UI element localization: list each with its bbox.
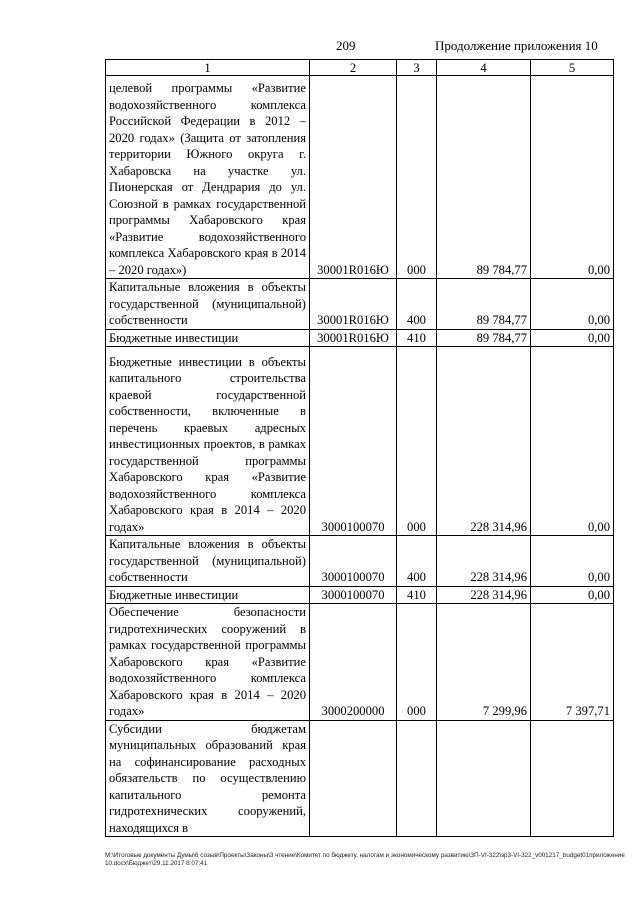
expense-type-code: 400 [397,279,437,330]
expense-type-code: 000 [397,347,437,536]
document-file-path: M:\Итоговые документы Думы\6 созыв\Проекты\Законы\3 чтение\Комитет по бюджету, налогам и экономическому развитию\ЗП-VI-322\зр3-VI-322_v001217_budget01приложение 10.docx\Бюджет\29.11.2017 8:07:41 [105,852,625,867]
table-row [106,604,614,721]
amount-year-2: 0,00 [531,76,614,279]
amount-year-2: 0,00 [531,586,614,604]
expense-type-code: 410 [397,329,437,347]
amount-year-2: 0,00 [531,536,614,587]
item-name: Субсидии бюджетам муниципальных образований края на софинансирование расходных обязательств по осуществлению капитального ремонта гидротехнических сооружений, находящихся в [106,720,310,837]
column-header: 5 [531,60,614,76]
column-header: 1 [106,60,310,76]
amount-year-2: 0,00 [531,329,614,347]
amount-year-1: 228 314,96 [437,586,531,604]
column-header: 4 [437,60,531,76]
expense-type-code [397,720,437,837]
expense-type-code: 000 [397,76,437,279]
appendix-continuation-label: Продолжение приложения 10 [435,38,598,53]
budget-table [105,59,614,837]
column-number-row [106,60,614,76]
target-article-code: 30001R016Ю [310,279,397,330]
amount-year-1: 89 784,77 [437,329,531,347]
table-row [106,347,614,536]
table-row [106,536,614,587]
table-row [106,586,614,604]
page-number: 209 [336,38,356,53]
item-name: целевой программы «Развитие водохозяйственного комплекса Российской Федерации в 2012 – 2020 годах» (Защита от затопления территории Южного округа г. Хабаровска на участке ул. Пионерская от Дендрария до ул. Союзной в рамках государственной программы Хабаровского края «Развитие водохозяйственного комплекса Хабаровского края в 2014 – 2020 годах») [106,76,310,279]
item-name: Бюджетные инвестиции [106,329,310,347]
target-article-code [310,720,397,837]
target-article-code: 3000100070 [310,586,397,604]
amount-year-2: 0,00 [531,347,614,536]
amount-year-1: 89 784,77 [437,76,531,279]
item-name: Обеспечение безопасности гидротехнических сооружений в рамках государственной программы Хабаровского края «Развитие водохозяйственного комплекса Хабаровского края в 2014 – 2020 годах» [106,604,310,721]
table-row [106,76,614,279]
amount-year-1 [437,720,531,837]
amount-year-1: 89 784,77 [437,279,531,330]
table-row [106,720,614,837]
amount-year-2: 0,00 [531,279,614,330]
page-header [0,38,640,56]
target-article-code: 30001R016Ю [310,329,397,347]
target-article-code: 30001R016Ю [310,76,397,279]
amount-year-2 [531,720,614,837]
expense-type-code: 410 [397,586,437,604]
column-header: 3 [397,60,437,76]
item-name: Капитальные вложения в объекты государственной (муниципальной) собственности [106,536,310,587]
column-header: 2 [310,60,397,76]
item-name: Бюджетные инвестиции [106,586,310,604]
target-article-code: 3000100070 [310,347,397,536]
amount-year-1: 228 314,96 [437,347,531,536]
amount-year-1: 7 299,96 [437,604,531,721]
table-row [106,329,614,347]
amount-year-2: 7 397,71 [531,604,614,721]
amount-year-1: 228 314,96 [437,536,531,587]
item-name: Капитальные вложения в объекты государственной (муниципальной) собственности [106,279,310,330]
target-article-code: 3000200000 [310,604,397,721]
item-name: Бюджетные инвестиции в объекты капитального строительства краевой государственной собственности, включенные в перечень краевых адресных инвестиционных проектов, в рамках государственной программы Хабаровского края «Развитие водохозяйственного комплекса Хабаровского края в 2014 – 2020 годах» [106,347,310,536]
expense-type-code: 000 [397,604,437,721]
table-row [106,279,614,330]
expense-type-code: 400 [397,536,437,587]
target-article-code: 3000100070 [310,536,397,587]
